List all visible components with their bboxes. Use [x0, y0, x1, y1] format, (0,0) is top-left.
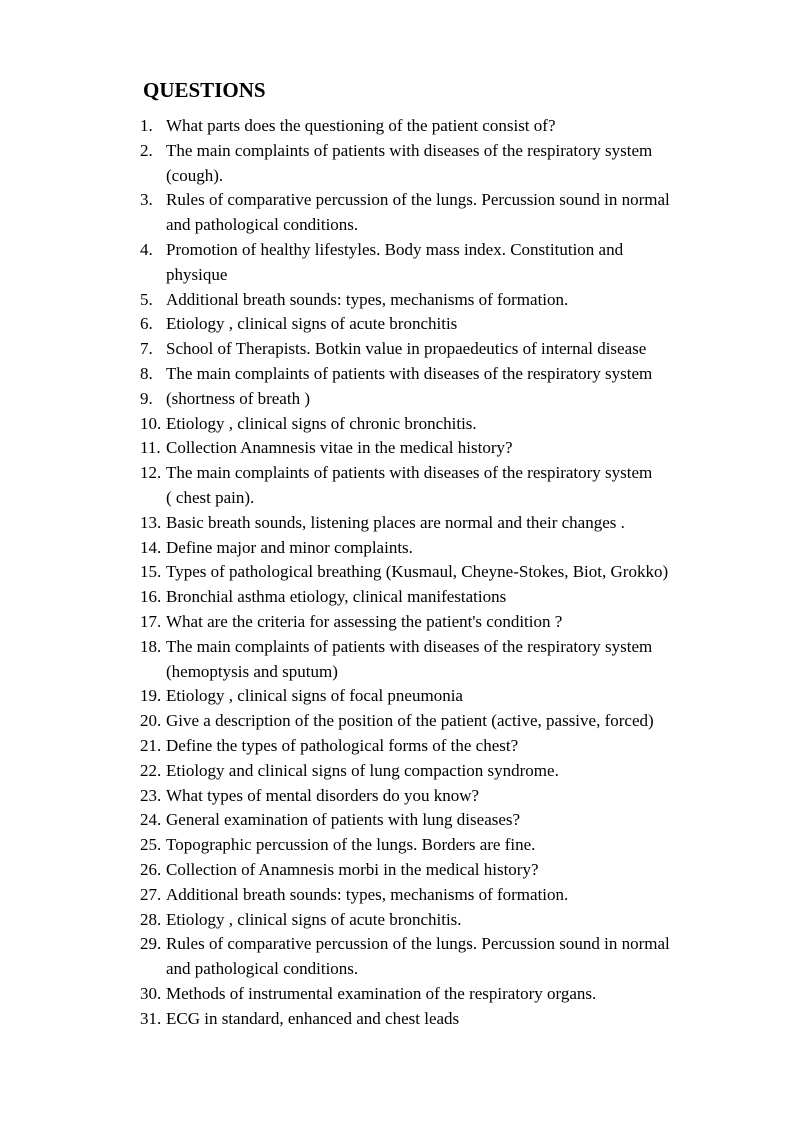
- question-item: [140, 982, 740, 1007]
- question-number: 23.: [140, 785, 162, 805]
- question-number: 1.: [140, 116, 153, 135]
- question-text: School of Therapists. Botkin value in propaedeutics of internal disease: [166, 339, 647, 359]
- question-number: 8.: [140, 363, 153, 383]
- question-number: 28.: [140, 909, 162, 929]
- question-number: 16.: [140, 587, 162, 607]
- question-item: [140, 436, 740, 461]
- question-number: 20.: [140, 711, 162, 731]
- question-text: Etiology , clinical signs of acute bronchitis: [166, 314, 458, 334]
- question-number: 10.: [140, 413, 162, 433]
- question-text: Define the types of pathological forms of the chest?: [166, 735, 519, 755]
- question-number: 11.: [140, 438, 161, 458]
- question-text: Promotion of healthy lifestyles. Body mass index. Constitution and physique: [166, 239, 624, 284]
- page-title: QUESTIONS: [143, 78, 266, 102]
- question-text: What are the criteria for assessing the patient's condition ?: [166, 611, 563, 631]
- question-item: [140, 511, 740, 536]
- question-number: 31.: [140, 1008, 162, 1028]
- question-item: [140, 734, 740, 759]
- question-number: 14.: [140, 537, 162, 557]
- question-number: 4.: [140, 239, 153, 259]
- question-number: 5.: [140, 289, 153, 309]
- question-item: [140, 288, 740, 313]
- question-text: ECG in standard, enhanced and chest leads: [166, 1008, 460, 1028]
- question-number: 30.: [140, 983, 162, 1003]
- question-item: [140, 139, 740, 189]
- question-item: [140, 858, 740, 883]
- question-number: 21.: [140, 735, 162, 755]
- question-text: General examination of patients with lung diseases?: [166, 810, 521, 830]
- question-text: What parts does the questioning of the patient consist of?: [166, 116, 556, 135]
- question-text: Collection Anamnesis vitae in the medical history?: [166, 438, 513, 458]
- question-item: [140, 560, 740, 585]
- question-number: 13.: [140, 512, 162, 532]
- question-item: [140, 808, 740, 833]
- question-text: Rules of comparative percussion of the lungs. Percussion sound in normal and pathological conditions.: [166, 934, 670, 979]
- question-item: [140, 709, 740, 734]
- question-item: [140, 1007, 740, 1032]
- question-number: 6.: [140, 314, 153, 334]
- question-item: [140, 536, 740, 561]
- question-text: Define major and minor complaints.: [166, 537, 413, 557]
- question-number: 19.: [140, 686, 162, 706]
- question-text: Methods of instrumental examination of the respiratory organs.: [166, 983, 597, 1003]
- question-text: Types of pathological breathing (Kusmaul, Cheyne-Stokes, Biot, Grokko): [166, 562, 669, 582]
- question-item: [140, 337, 740, 362]
- question-text: The main complaints of patients with diseases of the respiratory system ( chest pain).: [166, 463, 653, 507]
- question-text: Rules of comparative percussion of the lungs. Percussion sound in normal and pathological conditions.: [166, 190, 670, 235]
- question-number: 26.: [140, 859, 162, 879]
- question-text: The main complaints of patients with diseases of the respiratory system (cough).: [166, 140, 653, 185]
- question-item: [140, 833, 740, 858]
- question-text: Etiology , clinical signs of focal pneumonia: [166, 686, 463, 706]
- question-number: 12.: [140, 463, 162, 483]
- question-item: [140, 784, 740, 809]
- question-text: Give a description of the position of the patient (active, passive, forced): [166, 711, 654, 731]
- question-item: [140, 362, 740, 387]
- question-item: [140, 759, 740, 784]
- question-item: [140, 461, 740, 511]
- question-text: Bronchial asthma etiology, clinical manifestations: [166, 587, 507, 607]
- question-item: [140, 635, 740, 685]
- question-item: [140, 932, 740, 982]
- question-text: (shortness of breath ): [166, 388, 310, 408]
- question-item: [140, 412, 740, 437]
- question-text: What types of mental disorders do you know?: [166, 785, 480, 805]
- question-text: Additional breath sounds: types, mechanisms of formation.: [166, 289, 569, 309]
- question-number: 18.: [140, 636, 162, 656]
- question-item: [140, 238, 740, 288]
- question-item: [140, 684, 740, 709]
- question-number: 29.: [140, 934, 162, 954]
- question-text: Additional breath sounds: types, mechanisms of formation.: [166, 884, 569, 904]
- question-number: 3.: [140, 190, 153, 210]
- question-text: Collection of Anamnesis morbi in the medical history?: [166, 859, 539, 879]
- question-text: Topographic percussion of the lungs. Borders are fine.: [166, 835, 536, 855]
- question-number: 17.: [140, 611, 162, 631]
- question-item: [140, 114, 740, 139]
- question-item: [140, 188, 740, 238]
- question-number: 9.: [140, 388, 153, 408]
- question-number: 25.: [140, 835, 162, 855]
- question-text: The main complaints of patients with diseases of the respiratory system: [166, 363, 653, 383]
- question-item: [140, 312, 740, 337]
- question-number: 7.: [140, 339, 153, 359]
- question-item: [140, 387, 740, 412]
- question-text: Etiology and clinical signs of lung compaction syndrome.: [166, 760, 559, 780]
- question-number: 27.: [140, 884, 162, 904]
- question-number: 15.: [140, 562, 162, 582]
- question-text: Etiology , clinical signs of chronic bronchitis.: [166, 413, 477, 433]
- question-text: Basic breath sounds, listening places are normal and their changes .: [166, 512, 625, 532]
- question-item: [140, 585, 740, 610]
- question-item: [140, 883, 740, 908]
- question-list: [140, 114, 740, 1031]
- question-item: [140, 908, 740, 933]
- question-text: The main complaints of patients with diseases of the respiratory system (hemoptysis and sputum): [166, 636, 653, 681]
- question-number: 22.: [140, 760, 162, 780]
- question-number: 24.: [140, 810, 162, 830]
- question-item: [140, 610, 740, 635]
- question-text: Etiology , clinical signs of acute bronchitis.: [166, 909, 462, 929]
- question-number: 2.: [140, 140, 153, 160]
